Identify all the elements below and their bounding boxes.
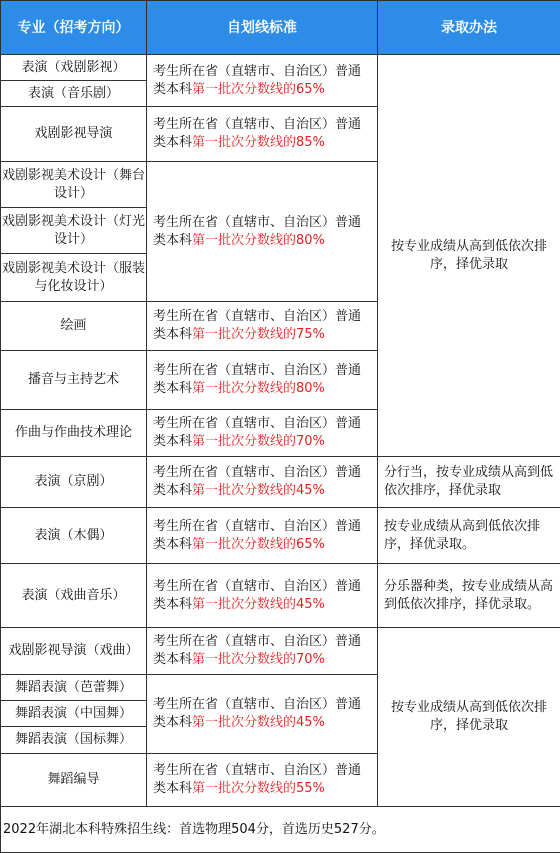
major-cell: 播音与主持艺术 — [1, 351, 147, 410]
major-cell: 戏剧影视美术设计（灯光设计） — [1, 208, 147, 254]
line-prefix: 考生所在省（直辖市、自治区）普通类本科 — [153, 416, 361, 449]
table-row — [1, 55, 560, 81]
line-prefix: 考生所在省（直辖市、自治区）普通类本科 — [153, 465, 361, 498]
line-prefix: 考生所在省（直辖市、自治区）普通类本科 — [153, 579, 361, 612]
score-line-cell — [147, 457, 378, 508]
major-cell: 舞蹈编导 — [1, 754, 147, 807]
major-cell: 绘画 — [1, 302, 147, 351]
method-cell: 按专业成绩从高到低依次排序，择优录取。 — [378, 508, 560, 564]
major-cell: 戏剧影视导演（戏曲） — [1, 628, 147, 675]
score-line-cell — [147, 564, 378, 628]
major-cell: 表演（木偶） — [1, 508, 147, 564]
line-highlight: 第一批次分数线的45% — [192, 715, 325, 730]
major-cell: 舞蹈表演（国标舞） — [1, 727, 147, 754]
score-line-cell — [147, 754, 378, 807]
line-highlight: 第一批次分数线的65% — [192, 82, 325, 97]
line-prefix: 考生所在省（直辖市、自治区）普通类本科 — [153, 763, 361, 796]
table-row — [1, 628, 560, 675]
major-cell: 戏剧影视导演 — [1, 107, 147, 162]
header-row — [1, 1, 560, 55]
score-line-cell — [147, 55, 378, 107]
major-cell: 舞蹈表演（芭蕾舞） — [1, 675, 147, 701]
line-prefix: 考生所在省（直辖市、自治区）普通类本科 — [153, 634, 361, 667]
method-cell: 分行当，按专业成绩从高到低依次排序，择优录取 — [378, 457, 560, 508]
line-highlight: 第一批次分数线的80% — [192, 381, 325, 396]
score-line-cell — [147, 675, 378, 754]
header-score-line: 自划线标准 — [147, 1, 378, 55]
table-row — [1, 457, 560, 508]
table-row — [1, 508, 560, 564]
method-cell: 按专业成绩从高到低依次排序，择优录取 — [378, 55, 560, 457]
table-row — [1, 564, 560, 628]
line-highlight: 第一批次分数线的55% — [192, 781, 325, 796]
method-cell: 按专业成绩从高到低依次排序，择优录取 — [378, 628, 560, 807]
major-cell: 戏剧影视美术设计（舞台设计） — [1, 162, 147, 208]
line-highlight: 第一批次分数线的70% — [192, 434, 325, 449]
score-line-cell — [147, 508, 378, 564]
score-line-cell — [147, 302, 378, 351]
major-cell: 表演（戏曲音乐） — [1, 564, 147, 628]
line-highlight: 第一批次分数线的45% — [192, 483, 325, 498]
method-cell: 分乐器种类，按专业成绩从高到低依次排序，择优录取。 — [378, 564, 560, 628]
major-cell: 戏剧影视美术设计（服装与化妆设计） — [1, 254, 147, 302]
major-cell: 表演（京剧） — [1, 457, 147, 508]
score-line-cell — [147, 107, 378, 162]
major-cell: 作曲与作曲技术理论 — [1, 410, 147, 457]
score-line-cell — [147, 162, 378, 302]
major-cell: 表演（戏剧影视） — [1, 55, 147, 81]
line-prefix: 考生所在省（直辖市、自治区）普通类本科 — [153, 363, 361, 396]
line-highlight: 第一批次分数线的80% — [192, 233, 325, 248]
line-prefix: 考生所在省（直辖市、自治区）普通类本科 — [153, 215, 361, 248]
line-highlight: 第一批次分数线的45% — [192, 597, 325, 612]
score-line-cell — [147, 628, 378, 675]
header-major: 专业（招考方向） — [1, 1, 147, 55]
major-cell: 表演（音乐剧） — [1, 81, 147, 107]
major-cell: 舞蹈表演（中国舞） — [1, 701, 147, 727]
line-highlight: 第一批次分数线的70% — [192, 652, 325, 667]
score-line-cell — [147, 351, 378, 410]
line-highlight: 第一批次分数线的75% — [192, 327, 325, 342]
line-prefix: 考生所在省（直辖市、自治区）普通类本科 — [153, 697, 361, 730]
line-prefix: 考生所在省（直辖市、自治区）普通类本科 — [153, 309, 361, 342]
score-line-cell — [147, 410, 378, 457]
line-prefix: 考生所在省（直辖市、自治区）普通类本科 — [153, 519, 361, 552]
header-method: 录取办法 — [378, 1, 560, 55]
line-highlight: 第一批次分数线的85% — [192, 135, 325, 150]
line-prefix: 考生所在省（直辖市、自治区）普通类本科 — [153, 117, 361, 150]
line-highlight: 第一批次分数线的65% — [192, 537, 325, 552]
footer-row — [1, 807, 560, 853]
footer-note: 2022年湖北本科特殊招生线：首选物理504分，首选历史527分。 — [1, 807, 560, 853]
line-prefix: 考生所在省（直辖市、自治区）普通类本科 — [153, 64, 361, 97]
